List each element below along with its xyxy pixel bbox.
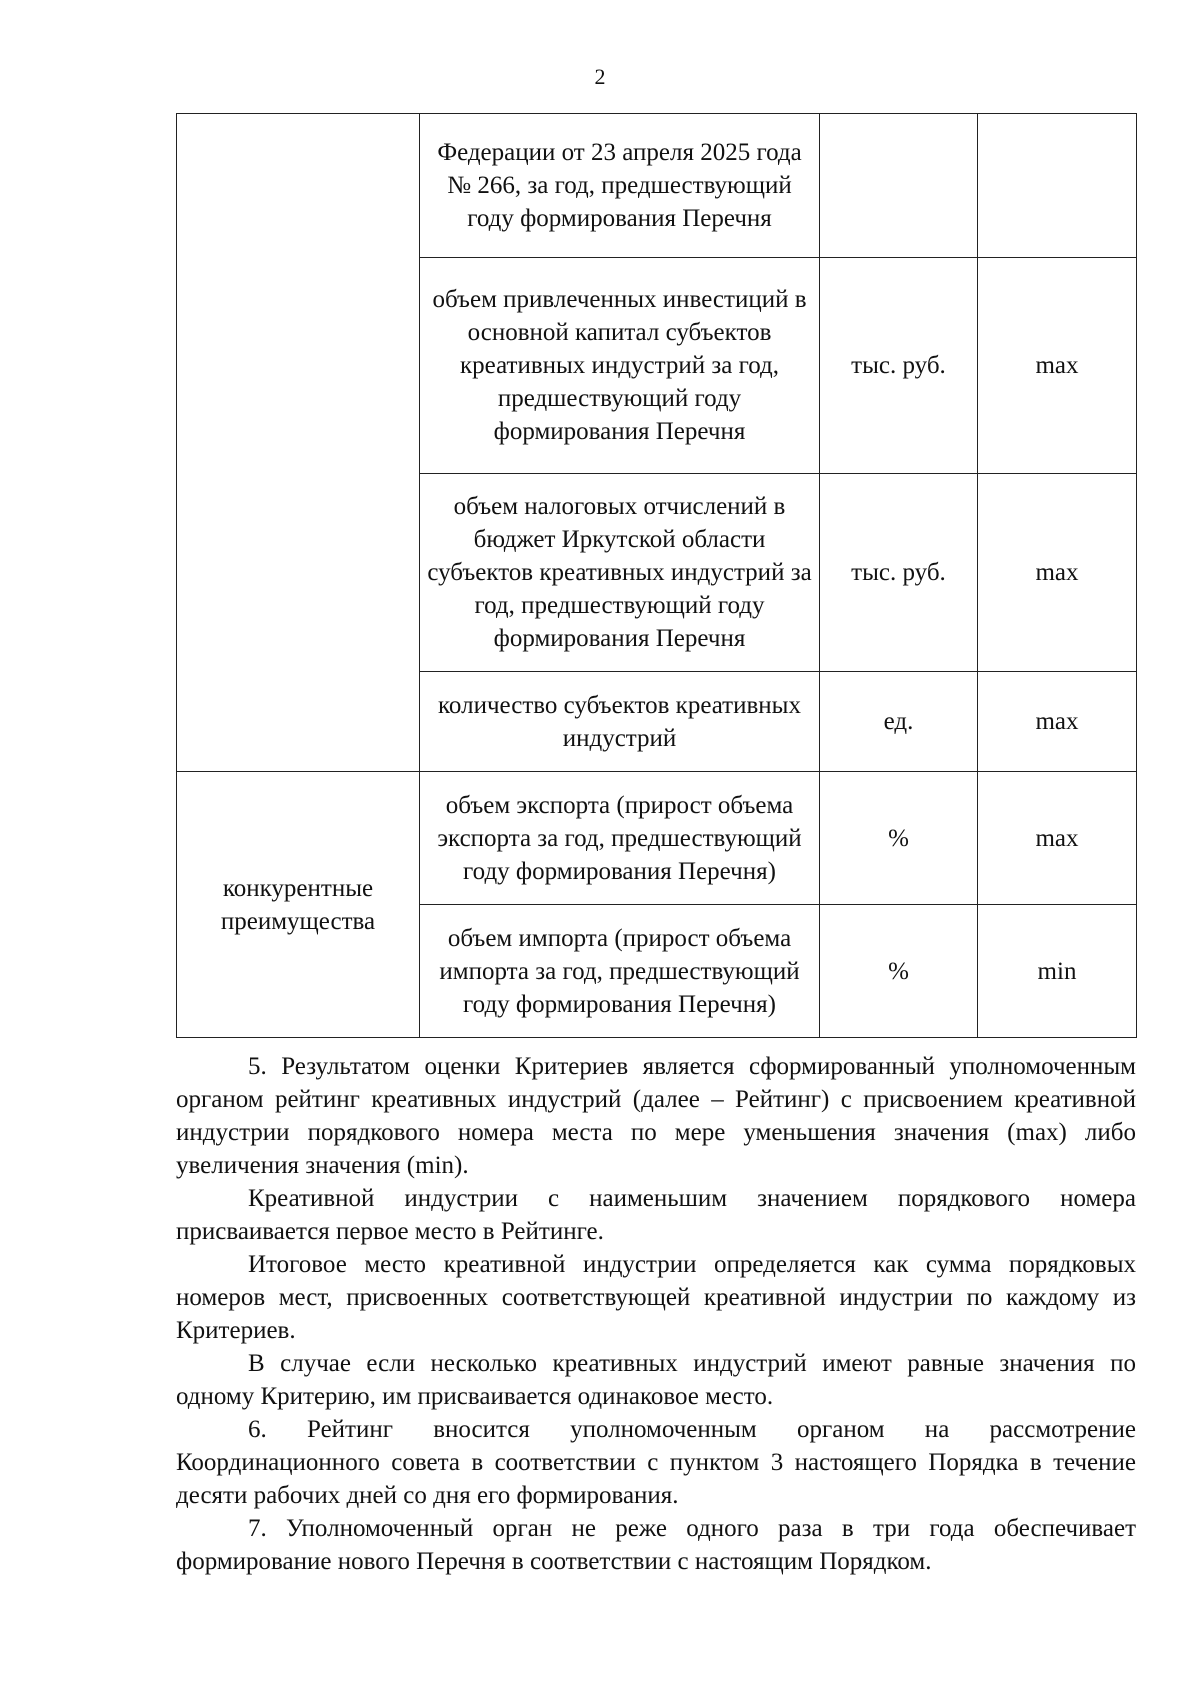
indicator-cell: объем привлеченных инвестиций в основной капитал субъектов креативных индустрий за год, предшествующий году формирования Перечня	[420, 258, 820, 474]
direction-cell: max	[978, 672, 1137, 772]
direction-cell: max	[978, 772, 1137, 905]
unit-cell: ед.	[820, 672, 978, 772]
unit-cell	[820, 114, 978, 258]
unit-cell: тыс. руб.	[820, 258, 978, 474]
group-cell	[177, 114, 420, 772]
direction-cell	[978, 114, 1137, 258]
paragraph: 6. Рейтинг вносится уполномоченным органом на рассмотрение Координационного совета в соответствии с пунктом 3 настоящего Порядка в течение десяти рабочих дней со дня его формирования.	[176, 1416, 1136, 1509]
body-text	[176, 1050, 1136, 1578]
unit-cell: тыс. руб.	[820, 474, 978, 672]
table-row	[177, 114, 1137, 258]
indicator-cell: объем налоговых отчислений в бюджет Иркутской области субъектов креативных индустрий за год, предшествующий году формирования Перечня	[420, 474, 820, 672]
indicator-cell: объем импорта (прирост объема импорта за год, предшествующий году формирования Перечня)	[420, 905, 820, 1038]
indicator-cell: Федерации от 23 апреля 2025 года № 266, за год, предшествующий году формирования Перечня	[420, 114, 820, 258]
indicator-cell: количество субъектов креативных индустрий	[420, 672, 820, 772]
unit-cell: %	[820, 772, 978, 905]
indicator-cell: объем экспорта (прирост объема экспорта за год, предшествующий году формирования Перечня)	[420, 772, 820, 905]
paragraph: Итоговое место креативной индустрии определяется как сумма порядковых номеров мест, присвоенных соответствующей креативной индустрии по каждому из Критериев.	[176, 1251, 1136, 1344]
paragraph: 7. Уполномоченный орган не реже одного раза в три года обеспечивает формирование нового Перечня в соответствии с настоящим Порядком.	[176, 1515, 1136, 1575]
group-cell: конкурентные преимущества	[177, 772, 420, 1038]
unit-cell: %	[820, 905, 978, 1038]
direction-cell: max	[978, 258, 1137, 474]
direction-cell: min	[978, 905, 1137, 1038]
direction-cell: max	[978, 474, 1137, 672]
table-row	[177, 772, 1137, 905]
paragraph: 5. Результатом оценки Критериев является сформированный уполномоченным органом рейтинг креативных индустрий (далее – Рейтинг) с присвоением креативной индустрии порядкового номера места по мере уменьшения значения (max) либо увеличения значения (min).	[176, 1053, 1136, 1179]
criteria-table	[176, 113, 1137, 1038]
page-number: 2	[594, 64, 606, 89]
paragraph: Креативной индустрии с наименьшим значением порядкового номера присваивается первое место в Рейтинге.	[176, 1185, 1136, 1245]
paragraph: В случае если несколько креативных индустрий имеют равные значения по одному Критерию, им присваивается одинаковое место.	[176, 1350, 1136, 1410]
